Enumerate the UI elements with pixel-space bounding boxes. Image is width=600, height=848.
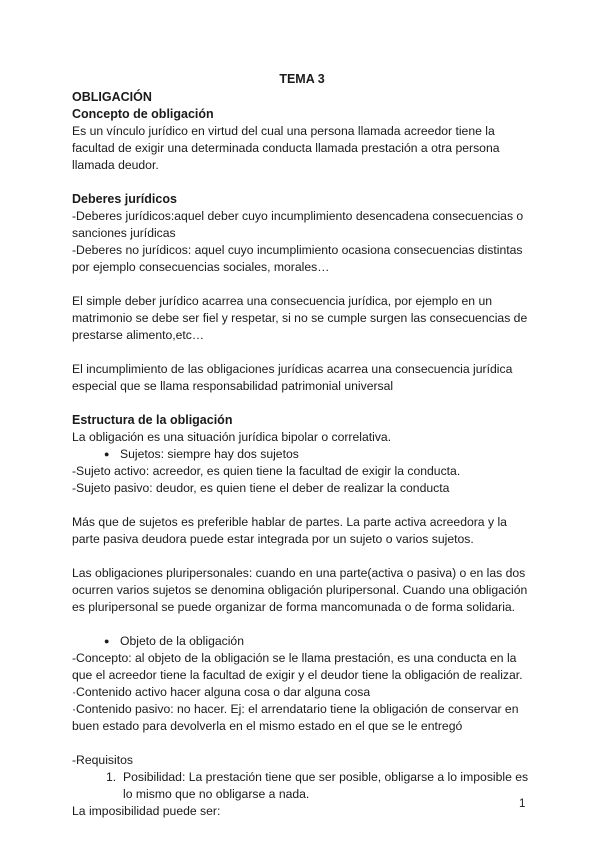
bullet-icon: ●	[104, 449, 110, 459]
section-title: OBLIGACIÓN	[72, 90, 152, 104]
concepto-heading: Concepto de obligación	[72, 107, 214, 121]
concepto-text: Es un vínculo jurídico en virtud del cual una persona llamada acreedor tiene la facultad de exigir una determinada conducta llamada prestación a otra persona llamada deudor.	[72, 124, 500, 172]
pluripersonales-text: Las obligaciones pluripersonales: cuando en una parte(activa o pasiva) o en las dos ocurren varios sujetos se denomina obligación pluripersonal. Cuando una obligación es pluripersonal se puede organizar de forma mancomunada o de forma solidaria.	[72, 566, 528, 614]
partes-text: Más que de sujetos es preferible hablar de partes. La parte activa acreedora y la parte pasiva deudora puede estar integrada por un sujeto o varios sujetos.	[72, 515, 507, 546]
bullet-objeto-text: Objeto de la obligación	[120, 634, 244, 648]
bullet-sujetos	[72, 446, 532, 463]
bullet-objeto	[72, 633, 532, 650]
contenido-pasivo: ·Contenido pasivo: no hacer. Ej: el arrendatario tiene la obligación de conservar en buen estado para devolverla en el mismo estado en el que se le entregó	[72, 702, 519, 733]
deberes-para1: El simple deber jurídico acarrea una consecuencia jurídica, por ejemplo en un matrimonio se debe ser fiel y respetar, si no se cumple surgen las consecuencias de prestarse alimento,etc…	[72, 294, 528, 342]
deberes-heading: Deberes jurídicos	[72, 192, 177, 206]
bullet-sujetos-text: Sujetos: siempre hay dos sujetos	[120, 447, 299, 461]
deberes-para2: El incumplimiento de las obligaciones jurídicas acarrea una consecuencia jurídica especial que se llama responsabilidad patrimonial universal	[72, 362, 513, 393]
requisito-1	[72, 769, 532, 803]
estructura-heading: Estructura de la obligación	[72, 413, 233, 427]
requisito-1-number: 1.	[106, 770, 117, 784]
deberes-line1: -Deberes jurídicos:aquel deber cuyo incumplimiento desencadena consecuencias o sanciones jurídicas	[72, 209, 524, 240]
page-number: 1	[519, 798, 526, 810]
sujeto-activo: -Sujeto activo: acreedor, es quien tiene la facultad de exigir la conducta.	[72, 464, 461, 478]
deberes-line2: -Deberes no jurídicos: aquel cuyo incumplimiento ocasiona consecuencias distintas por ejemplo consecuencias sociales, morales…	[72, 243, 523, 274]
bullet-icon: ●	[104, 636, 110, 646]
sujeto-pasivo: -Sujeto pasivo: deudor, es quien tiene el deber de realizar la conducta	[72, 481, 450, 495]
requisitos-label: -Requisitos	[72, 753, 133, 767]
page-title: TEMA 3	[279, 72, 325, 86]
contenido-activo: ·Contenido activo hacer alguna cosa o dar alguna cosa	[72, 685, 371, 699]
page-content	[72, 71, 532, 820]
imposibilidad-text: La imposibilidad puede ser:	[72, 804, 221, 818]
concepto-objeto: -Concepto: al objeto de la obligación se le llama prestación, es una conducta en la que el acreedor tiene la facultad de exigir y el deudor tiene la obligación de realizar.	[72, 651, 523, 682]
estructura-intro: La obligación es una situación jurídica bipolar o correlativa.	[72, 430, 392, 444]
requisito-1-text: Posibilidad: La prestación tiene que ser posible, obligarse a lo imposible es lo mismo que no obligarse a nada.	[123, 770, 529, 801]
